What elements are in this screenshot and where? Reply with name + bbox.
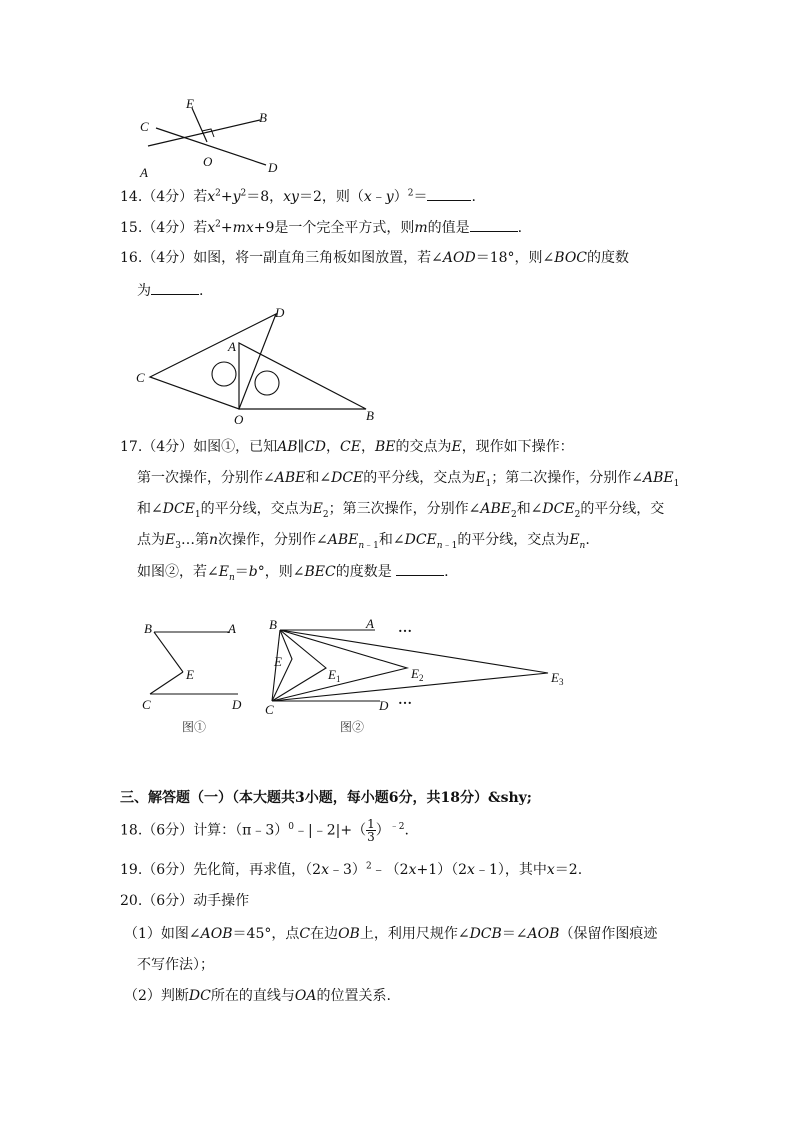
question-16: 16.（4分）如图，将一副直角三角板如图放置，若∠AOD＝18°，则∠BOC的度数 [120, 250, 630, 266]
text: ＝∠ [501, 926, 528, 942]
label-e3: $E_3$ [551, 670, 564, 687]
label-c: C [265, 702, 274, 717]
text: 不写作法）； [137, 957, 214, 973]
figure-angle-bisectors [130, 612, 580, 742]
text: 是一个完全平方式，则 [274, 220, 415, 236]
question-17-line-4: 点为$E_3\dots$第n次操作，分别作$\angle ABE_{n﹣1}$和$\angle DCE_{n﹣1}$的平分线，交点为$E_n$. [137, 532, 590, 551]
label-c: C [142, 697, 151, 712]
label-e: E [186, 667, 194, 682]
answer-blank[interactable] [151, 280, 199, 295]
text: （2）判断 [124, 988, 189, 1004]
text: ＝18°，则∠ [475, 250, 555, 266]
question-18: 18.（6分）计算：（π﹣3）$^0$﹣|﹣2|+（ $\frac{1}{3}$ ）$^{﹣2}$. [120, 817, 409, 844]
text: 上，利用尺规作∠ [359, 926, 470, 942]
text: +1）（2 [416, 862, 468, 878]
label-d: D [268, 160, 278, 175]
question-20 [120, 891, 249, 911]
text: ） [393, 189, 408, 205]
question-17-line-3: 和$\angle DCE_1$的平分线，交点为$E_2$；第三次操作，分别作$\angle ABE_2$和$\angle DCE_2$的平分线，交 [137, 501, 665, 520]
text: 次操作，分别作∠ [218, 532, 328, 548]
text: ﹣（2 [371, 862, 409, 878]
label-a: A [228, 339, 236, 354]
question-score: （4分） [142, 250, 194, 266]
text: 在边 [310, 926, 339, 942]
text: 如图①，已知 [193, 439, 278, 455]
label-d: D [379, 698, 389, 713]
question-20-part-1: （1）如图∠AOB＝45°，点C在边OB上，利用尺规作∠DCB＝∠AOB（保留作图痕迹 [124, 926, 658, 942]
text: 的平分线，交点为 [363, 470, 476, 486]
question-20-part-1-cont [137, 955, 214, 975]
figure-triangle-boards [130, 300, 380, 428]
text: 若 [193, 189, 208, 205]
label-e: E [186, 96, 194, 111]
line-ab [148, 120, 260, 146]
label-a: A [140, 165, 148, 180]
question-score: （6分） [142, 862, 194, 878]
text: ，现作如下操作： [461, 439, 574, 455]
text: 和∠ [305, 470, 332, 486]
figure-intersecting-lines [130, 94, 290, 180]
label-e1: $E_1$ [328, 667, 341, 684]
text: 的平分线，交 [580, 501, 665, 517]
text: 的度数 [587, 250, 630, 266]
text: 动手操作 [193, 893, 250, 909]
answer-blank[interactable] [427, 186, 471, 201]
text: 第一次操作，分别作∠ [137, 470, 275, 486]
label-b: B [269, 617, 277, 632]
text: 如图，将一副直角三角板如图放置，若∠ [193, 250, 443, 266]
question-number: 20. [120, 893, 143, 909]
board-hole-left [212, 362, 236, 386]
text: ﹣1），其中 [474, 862, 547, 878]
caption-figure-1: 图① [182, 720, 207, 734]
label-b: B [144, 621, 152, 636]
question-17-line-2: 第一次操作，分别作∠ABE和∠DCE的平分线，交点为$E_1$；第二次操作，分别作$\angle ABE_1$ [137, 470, 680, 489]
text: ） [375, 822, 390, 839]
label-o: O [234, 412, 244, 427]
text: ﹣3） [329, 862, 366, 878]
triangle-aob [239, 343, 366, 409]
ellipsis-bottom: … [398, 693, 412, 708]
text: 计算：（π﹣3） [193, 822, 289, 839]
question-16-cont: 为 . [137, 280, 203, 301]
text: …第 [180, 532, 209, 548]
label-c: C [136, 370, 145, 385]
text: （1）如图∠ [124, 926, 201, 942]
text: ＝2. [554, 862, 583, 878]
section-3-heading: 三、解答题（一）（本大题共3小题，每小题6分，共18分）&shy; [120, 790, 532, 806]
text: ， [360, 439, 375, 455]
text: 先化简，再求值，（2 [193, 862, 322, 878]
text: 为 [137, 283, 151, 299]
text: 所在的直线与 [210, 988, 295, 1004]
text: ＝45°，点 [232, 926, 300, 942]
text: ＝ [234, 564, 249, 580]
label-e: E [274, 654, 282, 669]
question-number: 16. [120, 250, 143, 266]
question-score: （6分） [142, 893, 194, 909]
text: ；第三次操作，分别作∠ [328, 501, 481, 517]
text: 的度数是 [335, 564, 392, 580]
text: 的交点为 [395, 439, 452, 455]
text: 的平分线，交点为 [200, 501, 313, 517]
label-d: D [275, 305, 285, 320]
fraction-one-third: $\frac{1}{3}$ [367, 817, 375, 844]
caption-figure-2: 图② [340, 720, 365, 734]
answer-blank[interactable] [396, 561, 444, 576]
text: ﹣|﹣2|+（ [294, 822, 367, 839]
label-d: D [232, 697, 242, 712]
question-number: 15. [120, 220, 143, 236]
answer-blank[interactable] [470, 217, 518, 232]
text: °，则∠ [257, 564, 305, 580]
question-score: （6分） [142, 822, 194, 839]
question-score: （4分） [142, 220, 194, 236]
question-17: 17.（4分）如图①，已知AB∥CD，CE，BE的交点为E，现作如下操作： [120, 439, 574, 455]
ellipsis-top: … [398, 621, 412, 636]
question-number: 19. [120, 862, 143, 878]
text: 的平分线，交点为 [457, 532, 570, 548]
question-number: 14. [120, 189, 143, 205]
text: ＝8， [246, 189, 284, 205]
text: ＝2，则（ [298, 189, 364, 205]
question-15: 15.（4分）若$x^2+mx+9$是一个完全平方式，则m的值是 . [120, 217, 522, 238]
label-b: B [366, 408, 374, 423]
label-a: A [366, 616, 374, 631]
text: ；第二次操作，分别作∠ [491, 470, 643, 486]
text: 的位置关系. [316, 988, 391, 1004]
question-19: 19.（6分）先化简，再求值，（2x﹣3）$^2$﹣（2x+1）（2x﹣1），其中x＝2. [120, 861, 583, 878]
label-b: B [259, 110, 267, 125]
board-hole-right [255, 371, 279, 395]
triangle-cod [150, 314, 276, 409]
question-number: 17. [120, 439, 143, 455]
text: 和∠ [378, 532, 405, 548]
text: 的值是 [427, 220, 470, 236]
question-score: （4分） [142, 439, 194, 455]
question-number: 18. [120, 822, 143, 839]
question-score: （4分） [142, 189, 194, 205]
label-e2: $E_2$ [411, 666, 424, 683]
text: （保留作图痕迹 [559, 926, 658, 942]
text: ＝ [413, 189, 428, 205]
text: 点为 [137, 532, 165, 548]
label-c: C [140, 119, 149, 134]
text: 和∠ [516, 501, 543, 517]
text: 若 [193, 220, 208, 236]
question-20-part-2: （2）判断DC所在的直线与OA的位置关系. [124, 988, 391, 1004]
question-17-line-5: 如图②，若$\angle E_n=b^\circ$，则∠BEC的度数是 . [137, 561, 449, 582]
label-a: A [228, 621, 236, 636]
text: 和∠ [137, 501, 163, 517]
figure-1 [142, 621, 242, 734]
question-14: 14.（4分）若$x^2+y^2=8$，xy＝2，则（x﹣y）$^2$＝ . [120, 186, 476, 207]
text: 如图②，若∠ [137, 564, 219, 580]
label-o: O [203, 154, 213, 169]
figure-2 [265, 616, 564, 734]
line-oe [192, 108, 207, 142]
